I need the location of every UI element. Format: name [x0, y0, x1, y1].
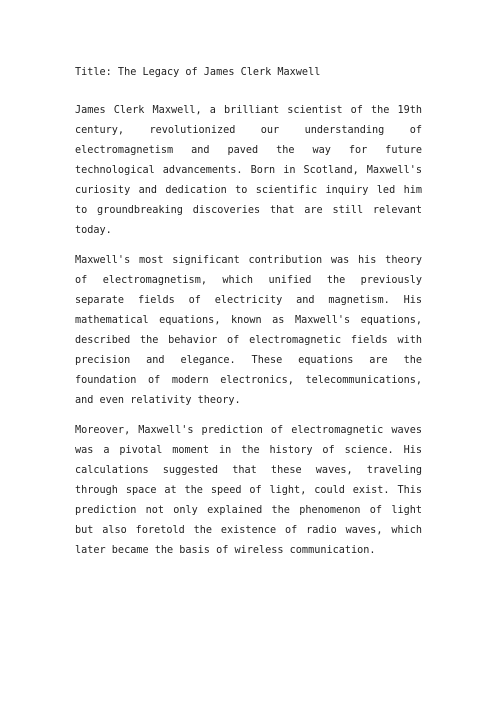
document-body — [75, 66, 422, 571]
document-title: Title: The Legacy of James Clerk Maxwell — [75, 67, 321, 78]
paragraph-electromagnetic-waves: Moreover, Maxwell's prediction of electromagnetic waves was a pivotal moment in the history of science. His calculations suggested that these waves, traveling through space at the speed of light, could exist. This prediction not only explained the phenomenon of light but also foretold the existence of radio waves, which later became the basis of wireless communication. — [75, 425, 422, 556]
paragraph-electromagnetism: Maxwell's most significant contribution was his theory of electromagnetism, which unified the previously separate fields of electricity and magnetism. His mathematical equations, known as Maxwell's equations, described the behavior of electromagnetic fields with precision and elegance. These equations are the foundation of modern electronics, telecommunications, and even relativity theory. — [75, 255, 422, 406]
paragraph-intro: James Clerk Maxwell, a brilliant scientist of the 19th century, revolutionized our understanding of electromagnetism and paved the way for future technological advancements. Born in Scotland, Maxwell's curiosity and dedication to scientific inquiry led him to groundbreaking discoveries that are still relevant today. — [75, 105, 422, 236]
